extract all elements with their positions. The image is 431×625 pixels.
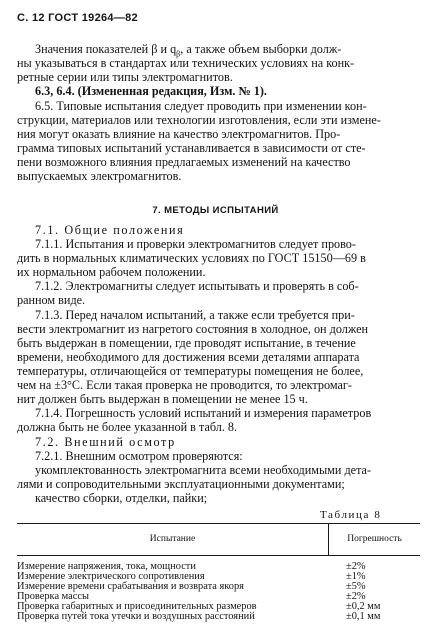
table-row-error: ±2% (346, 591, 366, 602)
para-7-1-4-line-1: 7.1.4. Погрешность условий испытаний и измерения параметров (35, 406, 372, 420)
table-row-error: ±1% (346, 571, 366, 582)
table-top-rule (17, 523, 420, 524)
para-7-1-3-line-6: чем на ±3°С. Если такая проверка не проводится, то электромаг- (17, 378, 352, 392)
table-row-test: Проверка массы (17, 591, 89, 602)
subsection-7-2: 7.2. Внешний осмотр (35, 435, 176, 449)
section-title: 7. МЕТОДЫ ИСПЫТАНИЙ (152, 205, 279, 216)
para-6-5-line-2: струкции, материалов или технологии изготовления, если эти измене- (17, 113, 381, 127)
para-6-5-line-6: выпускаемых электромагнитов. (17, 169, 182, 183)
para-7-1-2-line-2: ранном виде. (17, 293, 86, 307)
table-caption: Таблица 8 (320, 509, 382, 521)
para-7-2-1-line-3: лями и сопроводительными эксплуатационными документами; (17, 477, 345, 491)
para-7-2-1-line-4: качество сборки, отделки, пайки; (35, 491, 208, 505)
table-row-test: Проверка габаритных и присоединительных размеров (17, 601, 257, 612)
para-intro-line-2: ны указываться в стандартах или технических условиях на конк- (17, 56, 355, 70)
page-header (17, 12, 138, 24)
table-header-error: Погрешность (347, 534, 402, 544)
para-7-1-3-line-2: вести электромагнит из нагретого состояния в холодное, он должен (17, 322, 369, 336)
table-row-error: ±2% (346, 561, 366, 572)
para-7-1-1-line-3: их нормальном рабочем положении. (17, 265, 206, 279)
para-6-5-line-3: ния могут оказать влияние на качество электромагнитов. Про- (17, 127, 341, 141)
para-7-1-3-line-7: нит должен быть выдержан в помещении не менее 15 ч. (17, 392, 308, 406)
table-row-error: ±5% (346, 581, 366, 592)
subsection-7-1: 7.1. Общие положения (35, 223, 185, 237)
para-6-5-line-4: грамма типовых испытаний устанавливается в зависимости от сте- (17, 141, 366, 155)
para-7-1-3-line-5: температуры, отличающейся от температуры помещения не более, (17, 364, 364, 378)
para-7-1-3-line-4: времени, необходимого для достижения всеми деталями аппарата (17, 350, 360, 364)
table-row-test: Измерение напряжения, тока, мощности (17, 561, 196, 572)
table-header-test: Испытание (149, 534, 196, 544)
para-7-1-1-line-1: 7.1.1. Испытания и проверки электромагнитов следует прово- (35, 237, 356, 251)
para-7-1-3-line-3: быть выдержан в помещении, где проводят испытание, в течение (17, 336, 356, 350)
table-row-test: Измерение времени срабатывания и возврата якоря (17, 581, 244, 592)
page-number: С. 12 (17, 12, 45, 24)
table-row-error: ±0,1 мм (346, 611, 381, 622)
para-7-1-1-line-2: дить в нормальных климатических условиях по ГОСТ 15150—69 в (17, 251, 366, 265)
table-row-error: ±0,2 мм (346, 601, 381, 612)
para-7-2-1-line-1: 7.2.1. Внешним осмотром проверяются: (35, 449, 243, 463)
standard-code: ГОСТ 19264—82 (48, 12, 138, 24)
table-row-test: Проверка путей тока утечки и воздушных расстояний (17, 611, 255, 622)
para-6-3-6-4: 6.3, 6.4. (Измененная редакция, Изм. № 1). (35, 84, 267, 98)
para-7-1-4-line-2: должна быть не более указанной в табл. 8. (17, 420, 238, 434)
para-6-5-line-1: 6.5. Типовые испытания следует проводить при изменении кон- (35, 99, 367, 113)
para-7-1-3-line-1: 7.1.3. Перед началом испытаний, а также если требуется при- (35, 308, 355, 322)
para-7-1-2-line-1: 7.1.2. Электромагниты следует испытывать и проверять в соб- (35, 279, 359, 293)
para-intro-line-1: Значения показателей β и $q_\beta$, а также объем выборки долж- (35, 42, 342, 59)
para-intro-line-3: ретные серии или типы электромагнитов. (17, 70, 233, 84)
table-header-rule (17, 555, 420, 556)
table-row-test: Измерение электрического сопротивления (17, 571, 205, 582)
para-6-5-line-5: пени возможного влияния предлагаемых изменений на качество (17, 155, 351, 169)
para-7-2-1-line-2: укомплектованность электромагнита всеми необходимыми дета- (35, 463, 372, 477)
